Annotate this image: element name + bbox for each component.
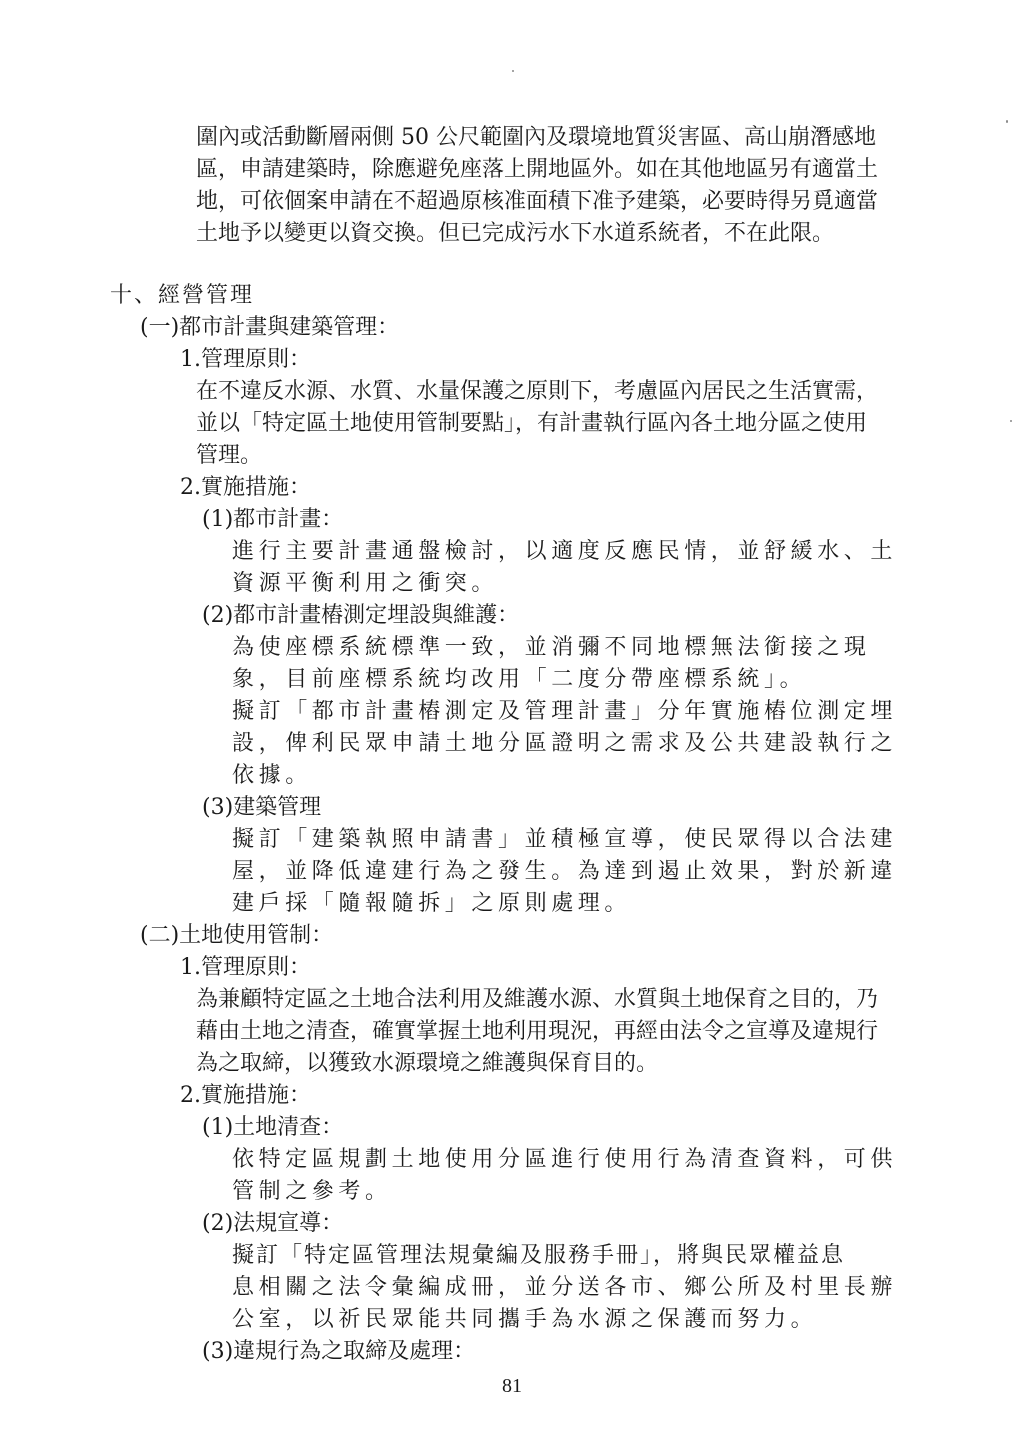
part2-principle-line: 藉由土地之清查，確實掌握土地利用現況，再經由法令之宣導及違規行 — [196, 1019, 879, 1044]
section-heading: 十、經營管理 — [110, 283, 255, 308]
intro-line: 土地予以變更以資交換。但已完成污水下水道系統者，不在此限。 — [196, 221, 835, 246]
part2-principle-label: 1.管理原則： — [180, 955, 311, 980]
intro-line: 地，可依個案申請在不超過原核准面積下准予建築，必要時得另覓適當 — [196, 189, 879, 214]
part1-item-label: (1)都市計畫： — [202, 507, 344, 532]
intro-line: 圍內或活動斷層兩側 50 公尺範圍內及環境地質災害區、高山崩潛感地 — [196, 125, 876, 150]
part2-principle-line: 為之取締，以獲致水源環境之維護與保育目的。 — [196, 1051, 659, 1076]
part1-item-line: 資源平衡利用之衝突。 — [232, 571, 499, 596]
part1-item-line: 設，俾利民眾申請土地分區證明之需求及公共建設執行之 — [232, 731, 898, 756]
part1-item-line: 屋，並降低違建行為之發生。為達到遏止效果，對於新違 — [232, 859, 898, 884]
scan-speck — [512, 70, 514, 72]
part1-principle-line: 在不違反水源、水質、水量保護之原則下，考慮區內居民之生活實需， — [196, 379, 879, 404]
part1-item-line: 依據。 — [232, 763, 312, 788]
part1-measures-label: 2.實施措施： — [180, 475, 311, 500]
part1-item-line: 為使座標系統標準一致，並消彌不同地標無法銜接之現 — [232, 635, 871, 660]
part2-item-line: 公室，以祈民眾能共同攜手為水源之保護而努力。 — [232, 1307, 818, 1332]
part2-item-line: 擬訂「特定區管理法規彙編及服務手冊」，將與民眾權益息 — [232, 1243, 846, 1268]
part2-heading: (二)土地使用管制： — [140, 923, 334, 948]
intro-line: 區，申請建築時，除應避免座落上開地區外。如在其他地區另有適當土 — [196, 157, 879, 182]
part2-item-label: (3)違規行為之取締及處理： — [202, 1339, 476, 1364]
part2-item-line: 依特定區規劃土地使用分區進行使用行為清查資料，可供 — [232, 1147, 898, 1172]
part2-item-label: (2)法規宣導： — [202, 1211, 344, 1236]
part1-item-line: 象，目前座標系統均改用「二度分帶座標系統」。 — [232, 667, 807, 692]
scan-speck — [1006, 120, 1008, 123]
part1-item-line: 擬訂「都市計畫樁測定及管理計畫」分年實施樁位測定埋 — [232, 699, 898, 724]
part2-item-label: (1)土地清查： — [202, 1115, 344, 1140]
part1-heading: (一)都市計畫與建築管理： — [140, 315, 400, 340]
part2-item-line: 管制之參考。 — [232, 1179, 392, 1204]
part1-principle-line: 並以「特定區土地使用管制要點」，有計畫執行區內各土地分區之使用 — [196, 411, 868, 436]
part2-measures-label: 2.實施措施： — [180, 1083, 311, 1108]
part2-principle-line: 為兼顧特定區之土地合法利用及維護水源、水質與土地保育之目的，乃 — [196, 987, 879, 1012]
part1-principle-line: 管理。 — [196, 443, 263, 468]
part1-item-line: 進行主要計畫通盤檢討，以適度反應民情，並舒緩水、土 — [232, 539, 898, 564]
part1-item-line: 建戶採「隨報隨拆」之原則處理。 — [232, 891, 632, 916]
page-number: 81 — [502, 1375, 522, 1397]
part1-item-label: (2)都市計畫樁測定埋設與維護： — [202, 603, 520, 628]
scan-speck — [1010, 420, 1012, 422]
part1-item-line: 擬訂「建築執照申請書」並積極宣導，使民眾得以合法建 — [232, 827, 898, 852]
part1-item-label: (3)建築管理 — [202, 795, 322, 820]
part1-principle-label: 1.管理原則： — [180, 347, 311, 372]
part2-item-line: 息相關之法令彙編成冊，並分送各市、鄉公所及村里長辦 — [232, 1275, 898, 1300]
